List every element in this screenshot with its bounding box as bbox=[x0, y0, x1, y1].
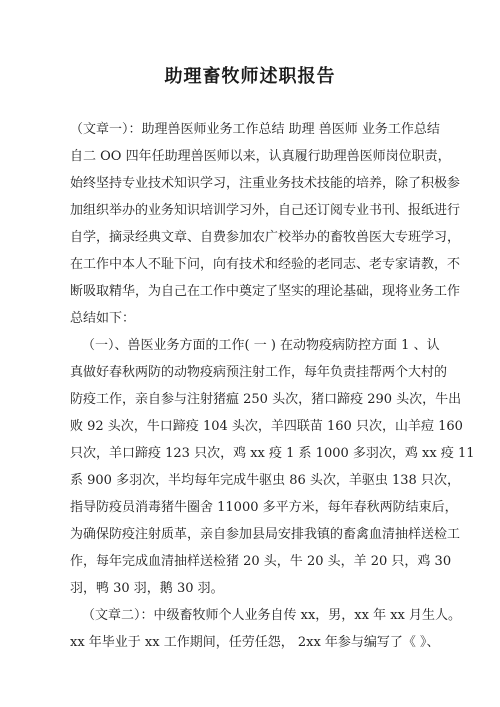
paragraph-line: 加组织举办的业务知识培训学习外，自己还订阅专业书刊、报纸进行 bbox=[70, 203, 461, 218]
paragraph-line: 只次，羊口蹄疫 123 只次，鸡 xx 疫 1 系 1000 多羽次，鸡 xx 疫 11 bbox=[70, 446, 475, 461]
paragraph-line: 自二 OO 四年任助理兽医师以来，认真履行助理兽医师岗位职责， bbox=[70, 149, 451, 164]
paragraph-line: （文章二）：中级畜牧师个人业务自传 xx，男，xx 年 xx 月生人。 bbox=[82, 608, 462, 623]
paragraph-line: 总结如下： bbox=[70, 311, 136, 326]
paragraph-line: 自学，摘录经典文章、自费参加农广校举办的畜牧兽医大专班学习， bbox=[70, 230, 461, 245]
paragraph-line: 羽，鸭 30 羽，鹅 30 羽。 bbox=[70, 581, 224, 596]
paragraph-line: 指导防疫员消毒猪牛圈舍 11000 多平方米，每年春秋两防结束后， bbox=[70, 500, 458, 515]
paragraph-line: xx 年毕业于 xx 工作期间，任劳任怨， 2xx 年参与编写了《 》、 bbox=[70, 635, 440, 650]
paragraph-line: 防疫工作，亲自参与注射猪瘟 250 头次，猪口蹄疫 290 头次，牛出 bbox=[70, 392, 462, 407]
document-title: 助理畜牧师述职报告 bbox=[164, 66, 336, 87]
paragraph-line: 真做好春秋两防的动物疫病预注射工作，每年负责挂帮两个大村的 bbox=[70, 365, 448, 380]
paragraph-line: 为确保防疫注射质革，亲自参加县局安排我镇的畜禽血清抽样送检工 bbox=[70, 527, 461, 542]
paragraph-line: 作，每年完成血清抽样送检猪 20 头，牛 20 头，羊 20 只，鸡 30 bbox=[70, 554, 452, 569]
paragraph-line: 断吸取精华，为自己在工作中奠定了坚实的理论基础，现将业务工作 bbox=[70, 284, 461, 299]
paragraph-line: 系 900 多羽次，半均每年完成牛驱虫 86 头次，羊驱虫 138 只次， bbox=[70, 473, 460, 488]
paragraph-line: 始终坚持专业技术知识学习，注重业务技术技能的培养，除了积极参 bbox=[70, 176, 461, 191]
paragraph-line: 败 92 头次，牛口蹄疫 104 头次，羊四联苗 160 只次，山羊痘 160 bbox=[70, 419, 463, 434]
paragraph-line: 在工作中本人不耻下问，向有技术和经验的老同志、老专家请教，不 bbox=[70, 257, 461, 272]
paragraph-line: （一）、兽医业务方面的工作( 一 ) 在动物疫病防控方面 1 、认 bbox=[82, 338, 440, 353]
paragraph-line: （文章一）：助理兽医师业务工作总结 助理 兽医师 业务工作总结 bbox=[70, 122, 440, 137]
